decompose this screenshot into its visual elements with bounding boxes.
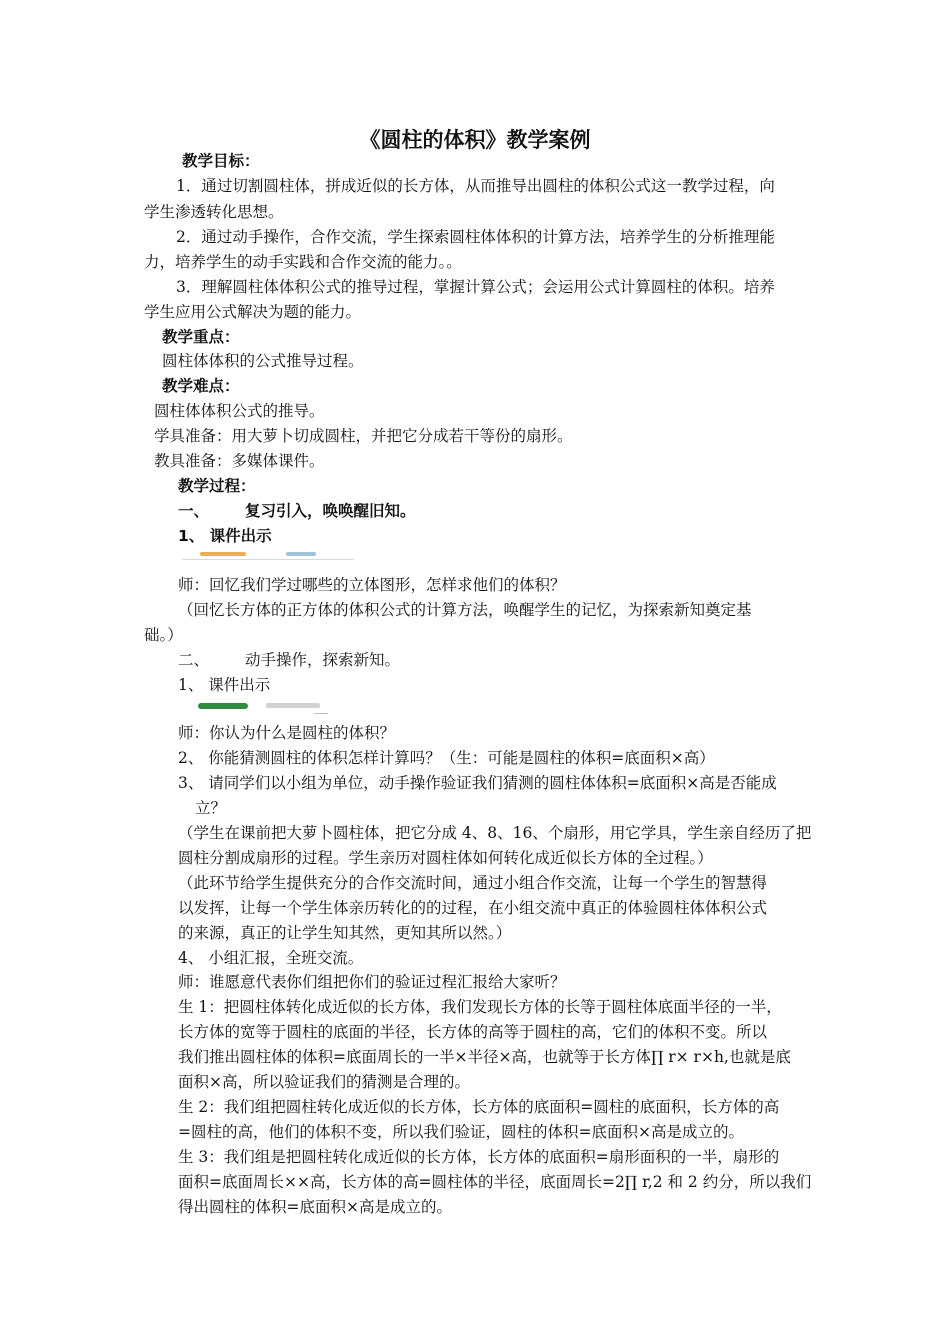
part1-note-line-1: （回忆长方体的正方体的体积公式的计算方法，唤醒学生的记忆，为探索新知奠定基 — [178, 601, 752, 619]
objective-1-line-2: 学生渗透转化思想。 — [144, 203, 284, 221]
student3-line-3: 得出圆柱的体积=底面积×高是成立的。 — [178, 1198, 452, 1216]
part2-title: 动手操作，探索新知。 — [245, 651, 401, 669]
objective-2-line-2: 力，培养学生的动手实践和合作交流的能力。。 — [144, 253, 462, 271]
part2-step3-line-2: 立？ — [195, 799, 227, 817]
student-prep: 学具准备：用大萝卜切成圆柱，并把它分成若干等份的扇形。 — [154, 427, 573, 445]
student1-line-3: 我们推出圆柱体的体积=底面周长的一半×半径×高，也就等于长方体∏ r× r×h,也就是底 — [178, 1048, 791, 1066]
part2-question: 师：你认为什么是圆柱的体积？ — [178, 724, 396, 742]
note1-line-1: （学生在课前把大萝卜圆柱体，把它分成 4、8、16、个扇形，用它学具，学生亲自经历了把 — [178, 824, 812, 842]
note2-line-1: （此环节给学生提供充分的合作交流时间，通过小组合作交流，让每一个学生的智慧得 — [178, 874, 768, 892]
difficulty-text: 圆柱体体积公式的推导。 — [154, 402, 325, 420]
objectives-heading: 教学目标： — [182, 152, 260, 170]
part2-step2: 2、 你能猜测圆柱的体积怎样计算吗？（生：可能是圆柱的体积=底面积×高） — [178, 749, 715, 767]
objective-2-line-1: 2．通过动手操作，合作交流，学生探索圆柱体体积的计算方法，培养学生的分析推理能 — [176, 228, 775, 246]
key-point-text: 圆柱体体积的公式推导过程。 — [162, 352, 364, 370]
page-title: 《圆柱的体积》教学案例 — [359, 128, 591, 152]
student1-line-2: 长方体的宽等于圆柱的底面的半径，长方体的高等于圆柱的高，它们的体积不变。所以 — [178, 1023, 768, 1041]
student2-line-1: 生 2：我们组把圆柱转化成近似的长方体，长方体的底面积=圆柱的底面积，长方体的高 — [178, 1098, 780, 1116]
student2-line-2: =圆柱的高，他们的体积不变，所以我们验证，圆柱的体积=底面积×高是成立的。 — [178, 1123, 744, 1141]
objective-3-line-2: 学生应用公式解决为题的能力。 — [144, 303, 362, 321]
courseware-thumbnail-2 — [194, 699, 342, 717]
process-heading: 教学过程： — [178, 477, 256, 495]
note2-line-2: 以发挥，让每一个学生体亲历转化的的过程，在小组交流中真正的体验圆柱体体积公式 — [178, 899, 768, 917]
part2-step4: 4、 小组汇报，全班交流。 — [178, 949, 364, 967]
part1-question: 师：回忆我们学过哪些的立体图形，怎样求他们的体积？ — [178, 576, 566, 594]
note2-line-3: 的来源，真正的让学生知其然，更知其所以然。） — [178, 924, 512, 942]
student3-line-2: 面积=底面周长××高，长方体的高=圆柱体的半径，底面周长=2∏ r,2 和 2 约分，所以我们 — [178, 1173, 812, 1191]
part1-step1: 1、 课件出示 — [178, 527, 272, 545]
part2-step1: 1、 课件出示 — [178, 676, 271, 694]
key-point-heading: 教学重点： — [162, 328, 240, 346]
part1-note-line-2: 础。） — [144, 626, 183, 644]
student1-line-1: 生 1：把圆柱体转化成近似的长方体，我们发现长方体的长等于圆柱体底面半径的一半， — [178, 998, 782, 1016]
student3-line-1: 生 3：我们组是把圆柱转化成近似的长方体，长方体的底面积=扇形面积的一半，扇形的 — [178, 1148, 780, 1166]
part2-question-2: 师：谁愿意代表你们组把你们的验证过程汇报给大家听？ — [178, 973, 566, 991]
teacher-prep: 教具准备：多媒体课件。 — [154, 452, 325, 470]
student1-line-4: 面积×高，所以验证我们的猜测是合理的。 — [178, 1073, 470, 1091]
objective-3-line-1: 3．理解圆柱体体积公式的推导过程，掌握计算公式；会运用公式计算圆柱的体积。培养 — [176, 278, 775, 296]
part1-title: 复习引入，唤唤醒旧知。 — [245, 502, 416, 520]
difficulty-heading: 教学难点： — [162, 377, 240, 395]
objective-1-line-1: 1．通过切割圆柱体，拼成近似的长方体，从而推导出圆柱的体积公式这一教学过程，向 — [176, 177, 775, 195]
part1-number: 一、 — [178, 502, 210, 520]
part2-number: 二、 — [178, 651, 210, 669]
note1-line-2: 圆柱分割成扇形的过程。学生亲历对圆柱体如何转化成近似长方体的全过程。） — [178, 849, 713, 867]
part2-step3-line-1: 3、 请同学们以小组为单位，动手操作验证我们猜测的圆柱体体积=底面积×高是否能成 — [178, 774, 777, 792]
courseware-thumbnail-1 — [182, 549, 354, 563]
